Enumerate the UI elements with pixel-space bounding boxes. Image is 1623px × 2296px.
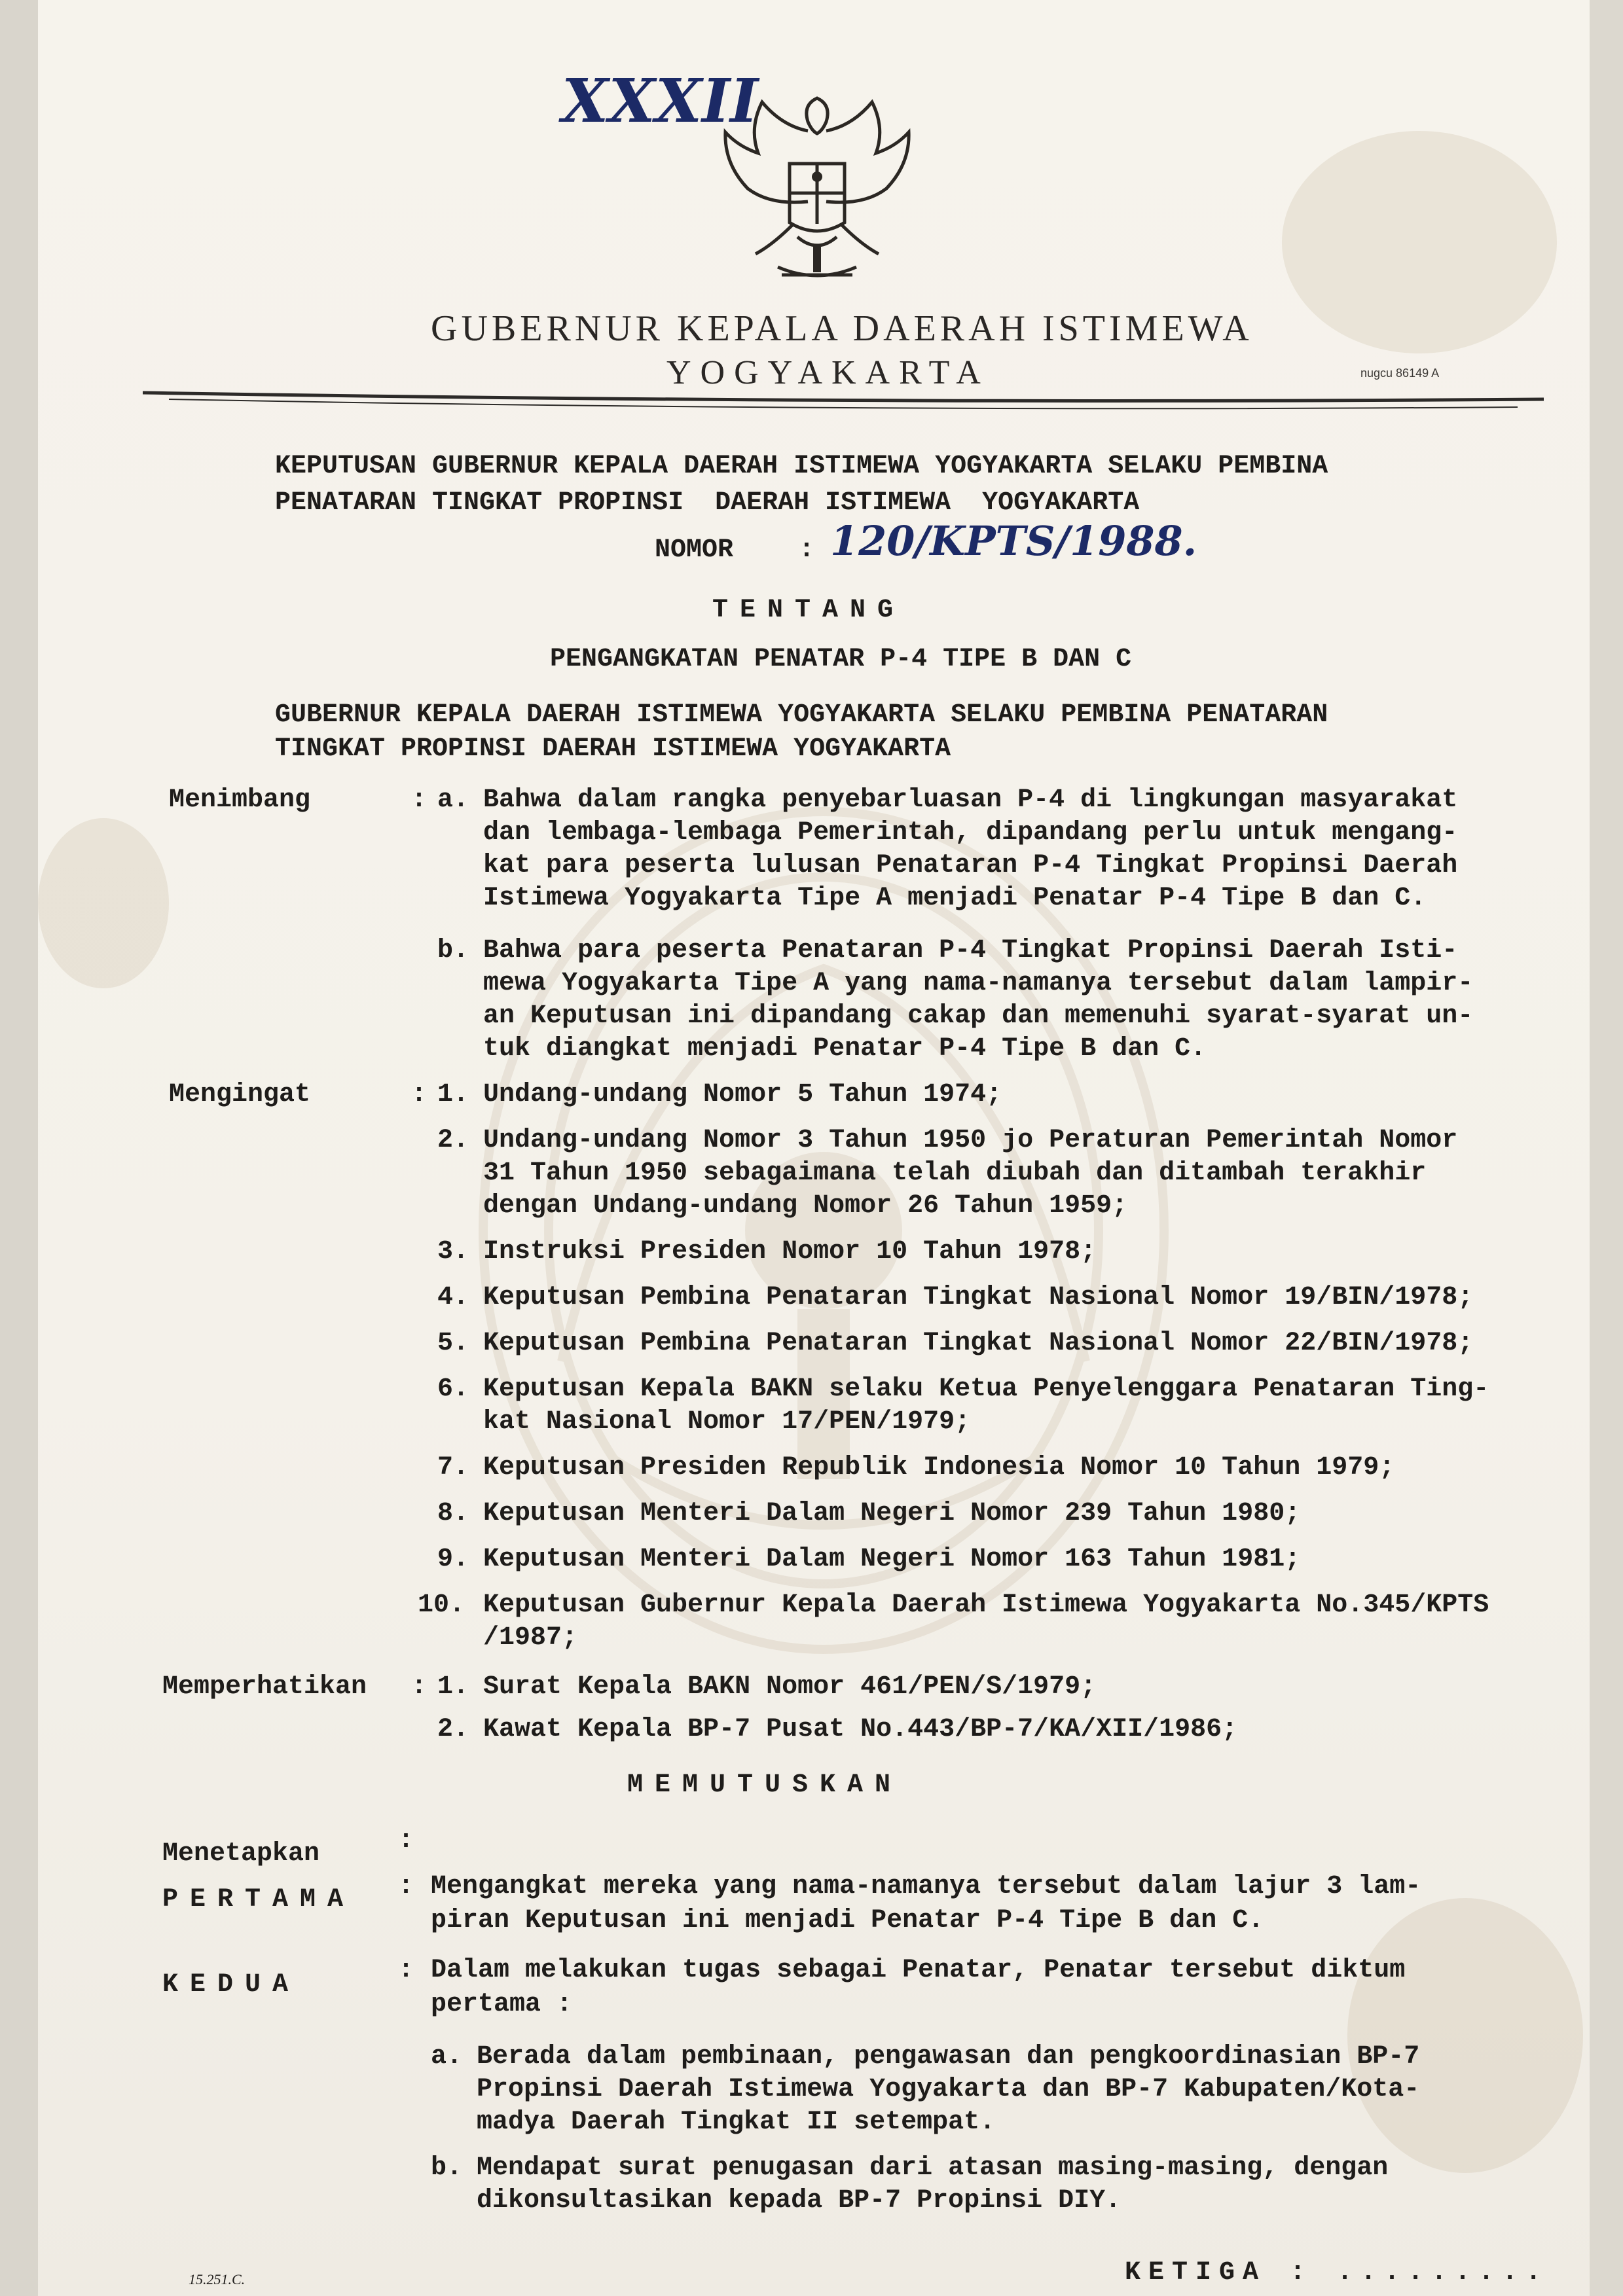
kedua-line1: Dalam melakukan tugas sebagai Penatar, Penatar tersebut diktum — [431, 1956, 1406, 1985]
mengingat-1-text: Undang-undang Nomor 5 Tahun 1974; — [483, 1080, 1002, 1109]
section-colon: : — [398, 1956, 414, 1985]
document-page — [38, 0, 1590, 2296]
menimbang-a-line3: kat para peserta lulusan Penataran P-4 Tingkat Propinsi Daerah — [483, 851, 1458, 880]
kedua-b-line2: dikonsultasikan kepada BP-7 Propinsi DIY. — [477, 2186, 1122, 2215]
mengingat-10-line2: /1987; — [483, 1623, 578, 1653]
ketiga-continuation: KETIGA : ......... — [1125, 2258, 1550, 2287]
section-colon: : — [398, 1826, 414, 1856]
mengingat-2-marker: 2. — [437, 1126, 469, 1155]
paper-stain — [38, 818, 169, 988]
mengingat-6-marker: 6. — [437, 1374, 469, 1404]
menimbang-b-line3: an Keputusan ini dipandang cakap dan memenuhi syarat-syarat un- — [483, 1001, 1474, 1031]
memperhatikan-1-text: Surat Kepala BAKN Nomor 461/PEN/S/1979; — [483, 1672, 1097, 1702]
memperhatikan-label: Memperhatikan — [162, 1672, 367, 1702]
mengingat-4-marker: 4. — [437, 1283, 469, 1312]
authority-line2: TINGKAT PROPINSI DAERAH ISTIMEWA YOGYAKARTA — [275, 734, 951, 764]
garuda-emblem-icon — [719, 85, 915, 295]
mengingat-label: Mengingat — [169, 1080, 311, 1109]
kedua-a-line1: Berada dalam pembinaan, pengawasan dan pengkoordinasian BP-7 — [477, 2042, 1420, 2072]
pertama-line1: Mengangkat mereka yang nama-namanya tersebut dalam lajur 3 lam- — [431, 1872, 1421, 1901]
menimbang-b-marker: b. — [437, 936, 469, 965]
stamp-code: nugcu 86149 A — [1360, 367, 1440, 380]
handwritten-reference: XXXII — [562, 65, 759, 136]
section-colon: : — [411, 785, 428, 815]
memperhatikan-1-marker: 1. — [437, 1672, 469, 1702]
tentang-label: TENTANG — [712, 596, 905, 625]
mengingat-3-text: Instruksi Presiden Nomor 10 Tahun 1978; — [483, 1237, 1097, 1266]
mengingat-7-marker: 7. — [437, 1453, 469, 1482]
authority-line1: GUBERNUR KEPALA DAERAH ISTIMEWA YOGYAKARTA SELAKU PEMBINA PENATARAN — [275, 700, 1328, 730]
nomor-label: NOMOR — [655, 535, 734, 565]
decree-title-line1: KEPUTUSAN GUBERNUR KEPALA DAERAH ISTIMEWA YOGYAKARTA SELAKU PEMBINA — [275, 452, 1328, 481]
kedua-line2: pertama : — [431, 1990, 573, 2019]
pertama-label: PERTAMA — [162, 1885, 356, 1914]
section-colon: : — [411, 1080, 428, 1109]
kedua-b-line1: Mendapat surat penugasan dari atasan masing-masing, dengan — [477, 2153, 1389, 2183]
mengingat-5-text: Keputusan Pembina Penataran Tingkat Nasional Nomor 22/BIN/1978; — [483, 1329, 1474, 1358]
menetapkan-label: Menetapkan — [162, 1839, 320, 1869]
menimbang-a-line1: Bahwa dalam rangka penyebarluasan P-4 di lingkungan masyarakat — [483, 785, 1458, 815]
nomor-separator: : — [799, 535, 815, 565]
mengingat-10-line1: Keputusan Gubernur Kepala Daerah Istimewa Yogyakarta No.345/KPTS — [483, 1590, 1489, 1620]
form-code: 15.251.C. — [189, 2271, 246, 2287]
kedua-label: KEDUA — [162, 1970, 301, 2000]
letterhead-rule — [143, 380, 1544, 419]
menimbang-b-line2: mewa Yogyakarta Tipe A yang nama-namanya tersebut dalam lampir- — [483, 969, 1474, 998]
kedua-a-marker: a. — [431, 2042, 463, 2072]
kedua-a-line2: Propinsi Daerah Istimewa Yogyakarta dan BP-7 Kabupaten/Kota- — [477, 2075, 1420, 2104]
kedua-b-marker: b. — [431, 2153, 463, 2183]
menimbang-label: Menimbang — [169, 785, 311, 815]
mengingat-2-line3: dengan Undang-undang Nomor 26 Tahun 1959; — [483, 1191, 1128, 1221]
mengingat-1-marker: 1. — [437, 1080, 469, 1109]
tentang-subject: PENGANGKATAN PENATAR P-4 TIPE B DAN C — [550, 645, 1132, 674]
mengingat-2-line1: Undang-undang Nomor 3 Tahun 1950 jo Peraturan Pemerintah Nomor — [483, 1126, 1458, 1155]
mengingat-2-line2: 31 Tahun 1950 sebagaimana telah diubah dan ditambah terakhir — [483, 1158, 1427, 1188]
menimbang-a-line4: Istimewa Yogyakarta Tipe A menjadi Penatar P-4 Tipe B dan C. — [483, 884, 1427, 913]
section-colon: : — [398, 1872, 414, 1901]
pertama-line2: piran Keputusan ini menjadi Penatar P-4 Tipe B dan C. — [431, 1906, 1264, 1935]
letterhead-city: YOGYAKARTA — [666, 354, 990, 391]
menimbang-b-line1: Bahwa para peserta Penataran P-4 Tingkat Propinsi Daerah Isti- — [483, 936, 1458, 965]
letterhead-title: GUBERNUR KEPALA DAERAH ISTIMEWA — [431, 308, 1253, 349]
memutuskan-label: MEMUTUSKAN — [627, 1770, 903, 1800]
paper-stain — [1282, 131, 1557, 353]
menimbang-b-line4: tuk diangkat menjadi Penatar P-4 Tipe B dan C. — [483, 1034, 1207, 1064]
mengingat-9-marker: 9. — [437, 1545, 469, 1574]
mengingat-6-line2: kat Nasional Nomor 17/PEN/1979; — [483, 1407, 971, 1437]
scan-right-edge — [1590, 0, 1623, 2296]
kedua-a-line3: madya Daerah Tingkat II setempat. — [477, 2108, 996, 2137]
nomor-value: 120/KPTS/1988. — [830, 517, 1197, 565]
memperhatikan-2-marker: 2. — [437, 1715, 469, 1744]
section-colon: : — [411, 1672, 428, 1702]
mengingat-5-marker: 5. — [437, 1329, 469, 1358]
mengingat-8-marker: 8. — [437, 1499, 469, 1528]
mengingat-10-marker: 10. — [418, 1590, 465, 1620]
menimbang-a-line2: dan lembaga-lembaga Pemerintah, dipandang perlu untuk mengang- — [483, 818, 1458, 848]
menimbang-a-marker: a. — [437, 785, 469, 815]
scan-left-edge — [0, 0, 38, 2296]
paper-stain — [1347, 1898, 1583, 2173]
mengingat-9-text: Keputusan Menteri Dalam Negeri Nomor 163 Tahun 1981; — [483, 1545, 1301, 1574]
mengingat-3-marker: 3. — [437, 1237, 469, 1266]
decree-title-line2: PENATARAN TINGKAT PROPINSI DAERAH ISTIMEWA YOGYAKARTA — [275, 488, 1140, 518]
memperhatikan-2-text: Kawat Kepala BP-7 Pusat No.443/BP-7/KA/XII/1986; — [483, 1715, 1238, 1744]
mengingat-4-text: Keputusan Pembina Penataran Tingkat Nasional Nomor 19/BIN/1978; — [483, 1283, 1474, 1312]
mengingat-7-text: Keputusan Presiden Republik Indonesia Nomor 10 Tahun 1979; — [483, 1453, 1395, 1482]
mengingat-8-text: Keputusan Menteri Dalam Negeri Nomor 239 Tahun 1980; — [483, 1499, 1301, 1528]
mengingat-6-line1: Keputusan Kepala BAKN selaku Ketua Penyelenggara Penataran Ting- — [483, 1374, 1489, 1404]
